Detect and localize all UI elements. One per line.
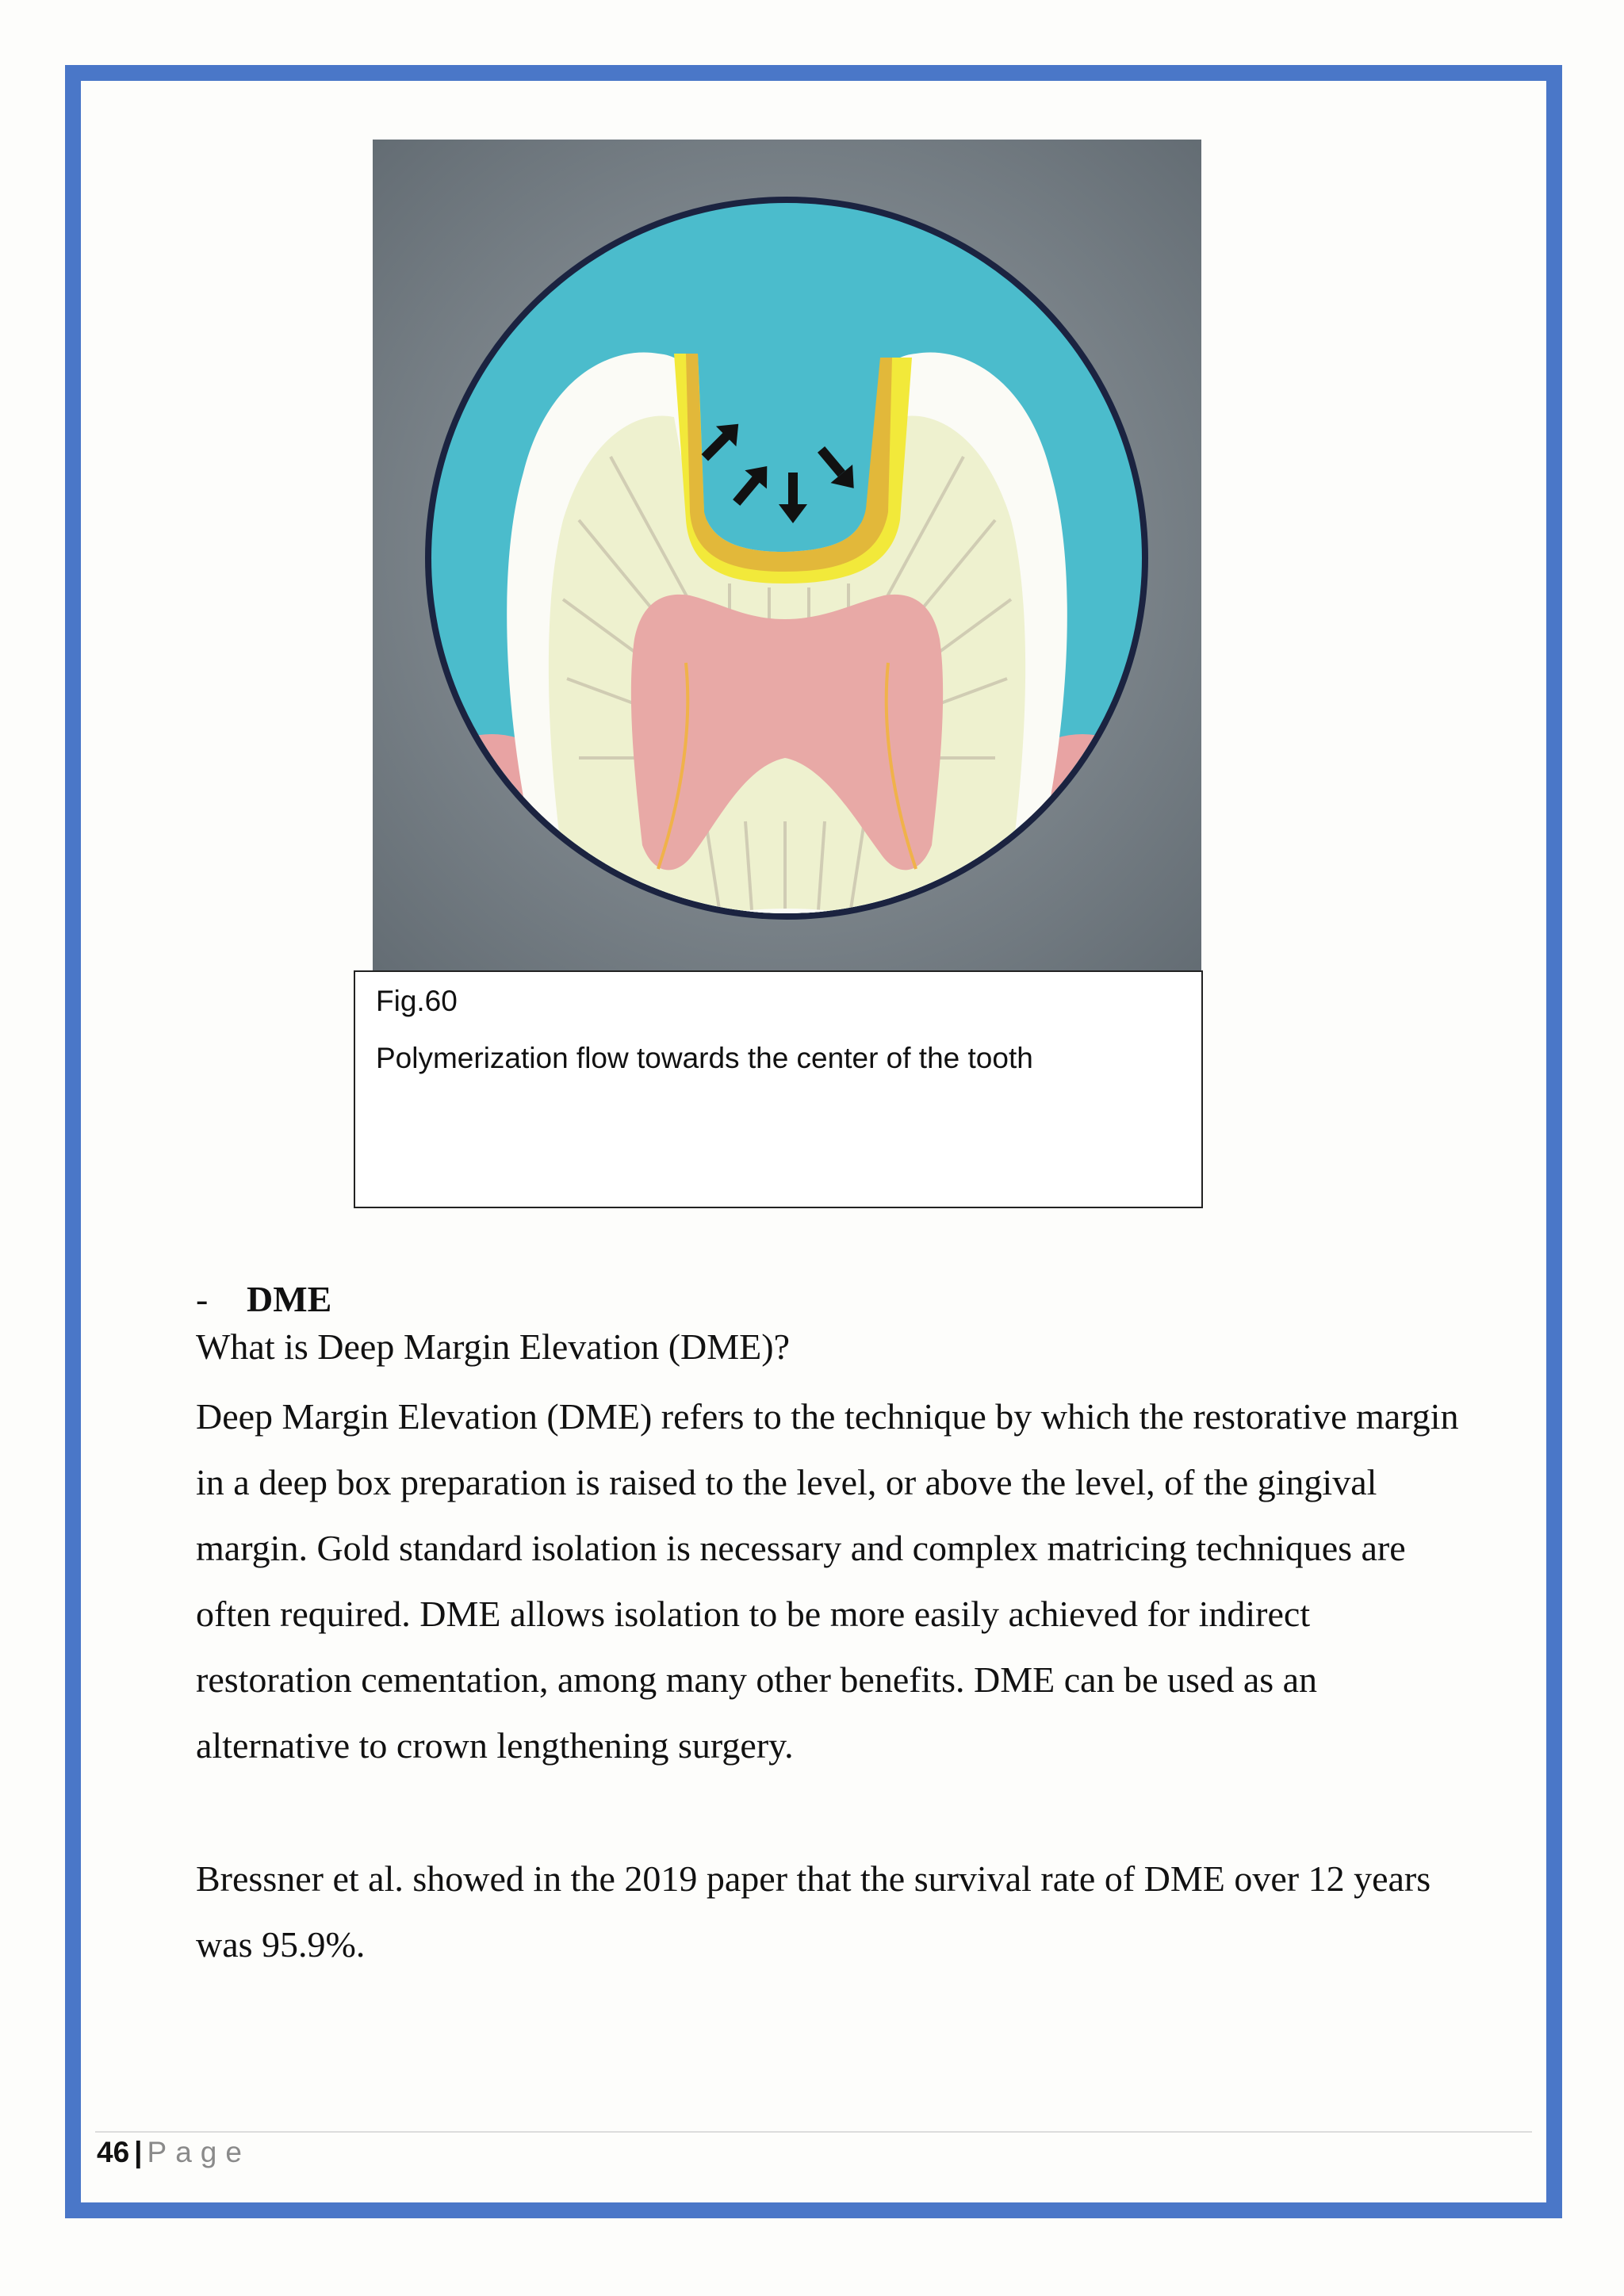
page-label: Page <box>147 2136 251 2168</box>
tooth-figure-image <box>373 140 1201 972</box>
paragraph-line: alternative to crown lengthening surgery. <box>196 1725 794 1766</box>
paragraph-line: margin. Gold standard isolation is necessary and complex matricing techniques are <box>196 1528 1406 1568</box>
section-title: DME <box>247 1279 332 1319</box>
bullet-dash: - <box>196 1279 209 1319</box>
paragraph-line: in a deep box preparation is raised to the level, or above the level, of the gingival <box>196 1462 1377 1502</box>
figure-caption-label: Fig.60 <box>376 985 458 1017</box>
paragraph-line: restoration cementation, among many other benefits. DME can be used as an <box>196 1659 1318 1700</box>
page-footer <box>97 2136 251 2169</box>
section-question: What is Deep Margin Elevation (DME)? <box>196 1326 790 1367</box>
paragraph-line: often required. DME allows isolation to be more easily achieved for indirect <box>196 1594 1311 1634</box>
page-number: 46 <box>97 2136 130 2168</box>
figure-caption-box <box>354 970 1203 1208</box>
figure-caption-text: Polymerization flow towards the center of the tooth <box>376 1042 1033 1074</box>
footer-divider <box>95 2131 1532 2133</box>
paragraph-line: Deep Margin Elevation (DME) refers to the technique by which the restorative margin <box>196 1396 1459 1437</box>
paragraph-line: was 95.9%. <box>196 1924 366 1965</box>
paragraph-line: Bressner et al. showed in the 2019 paper that the survival rate of DME over 12 years <box>196 1858 1431 1899</box>
footer-separator: | <box>134 2136 143 2168</box>
section-heading <box>196 1278 331 1320</box>
